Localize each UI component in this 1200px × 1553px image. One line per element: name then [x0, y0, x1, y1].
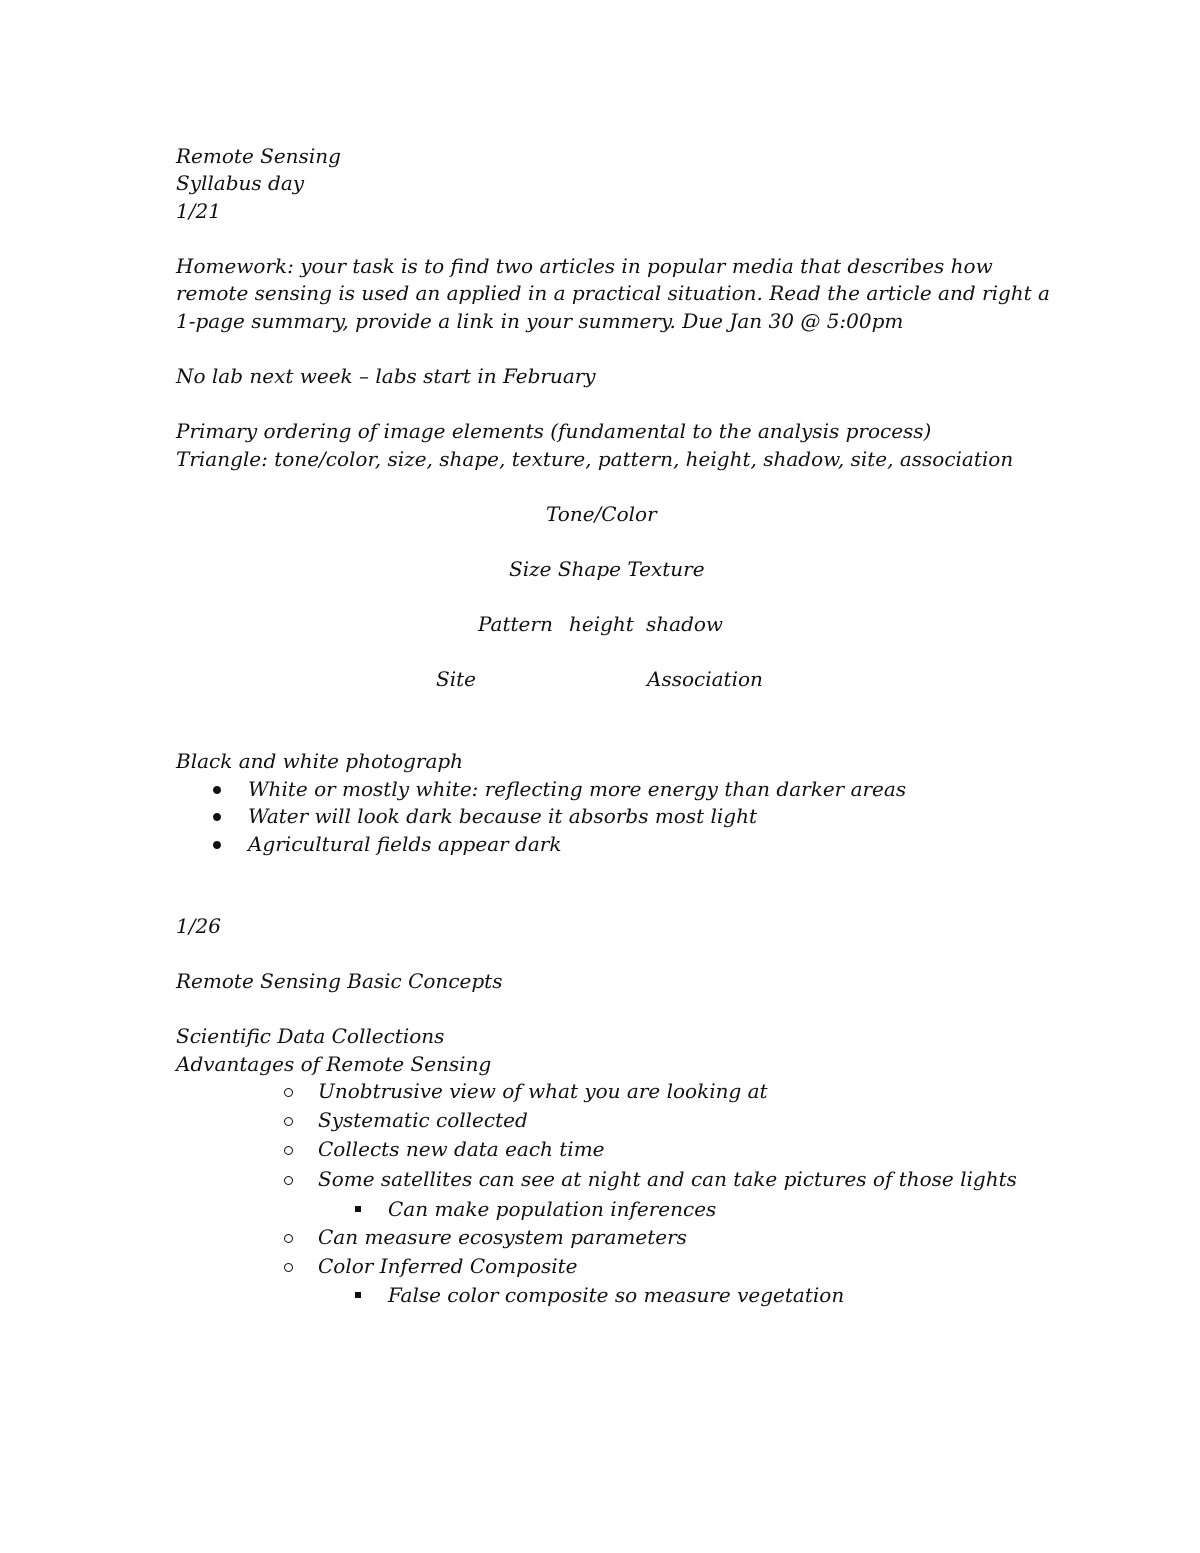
document-title: Remote Sensing [176, 144, 341, 168]
bw-heading: Black and white photograph [176, 749, 464, 773]
bullet-circle-icon [284, 1146, 293, 1155]
section-heading: Remote Sensing Basic Concepts [176, 969, 503, 993]
bullet-circle-icon [284, 1263, 293, 1272]
ordering-line: Primary ordering of image elements (fundamental to the analysis process) [176, 419, 932, 443]
document-subtitle: Syllabus day [176, 171, 305, 195]
list-item: Some satellites can see at night and can take pictures of those lights [318, 1167, 1017, 1191]
list-item: White or mostly white: reflecting more energy than darker areas [248, 777, 907, 801]
list-item: False color composite so measure vegetation [388, 1283, 845, 1307]
list-item: Systematic collected [318, 1108, 528, 1132]
bullet-circle-icon [284, 1234, 293, 1243]
bullet-circle-icon [284, 1117, 293, 1126]
triangle-association: Association [647, 667, 763, 691]
triangle-site: Site [436, 667, 476, 691]
advantages-heading: Advantages of Remote Sensing [176, 1052, 492, 1076]
date-heading: 1/21 [176, 199, 221, 223]
bullet-dot-icon [213, 813, 221, 821]
bullet-circle-icon [284, 1176, 293, 1185]
lab-note: No lab next week – labs start in February [176, 364, 596, 388]
ordering-line: Triangle: tone/color, size, shape, texture, pattern, height, shadow, site, association [176, 447, 1014, 471]
list-item: Color Inferred Composite [318, 1254, 578, 1278]
bullet-circle-icon [284, 1088, 293, 1097]
homework-line: 1-page summary, provide a link in your summery. Due Jan 30 @ 5:00pm [176, 309, 904, 333]
bullet-square-icon [355, 1206, 361, 1212]
bullet-dot-icon [213, 786, 221, 794]
triangle-row-1: Tone/Color [546, 502, 657, 526]
homework-line: Homework: your task is to find two articles in popular media that describes how [176, 254, 993, 278]
section-heading: Scientific Data Collections [176, 1024, 445, 1048]
bullet-dot-icon [213, 841, 221, 849]
triangle-height: height [569, 612, 634, 636]
triangle-row-2: Size Shape Texture [509, 557, 705, 581]
list-item: Agricultural fields appear dark [248, 832, 562, 856]
triangle-pattern: Pattern [478, 612, 553, 636]
triangle-shadow: shadow [646, 612, 724, 636]
date-heading: 1/26 [176, 914, 221, 938]
list-item: Collects new data each time [318, 1137, 605, 1161]
homework-line: remote sensing is used an applied in a practical situation. Read the article and right a [176, 281, 1050, 305]
list-item: Can make population inferences [388, 1197, 717, 1221]
bullet-square-icon [355, 1292, 361, 1298]
list-item: Water will look dark because it absorbs most light [248, 804, 758, 828]
list-item: Can measure ecosystem parameters [318, 1225, 687, 1249]
list-item: Unobtrusive view of what you are looking at [318, 1079, 768, 1103]
